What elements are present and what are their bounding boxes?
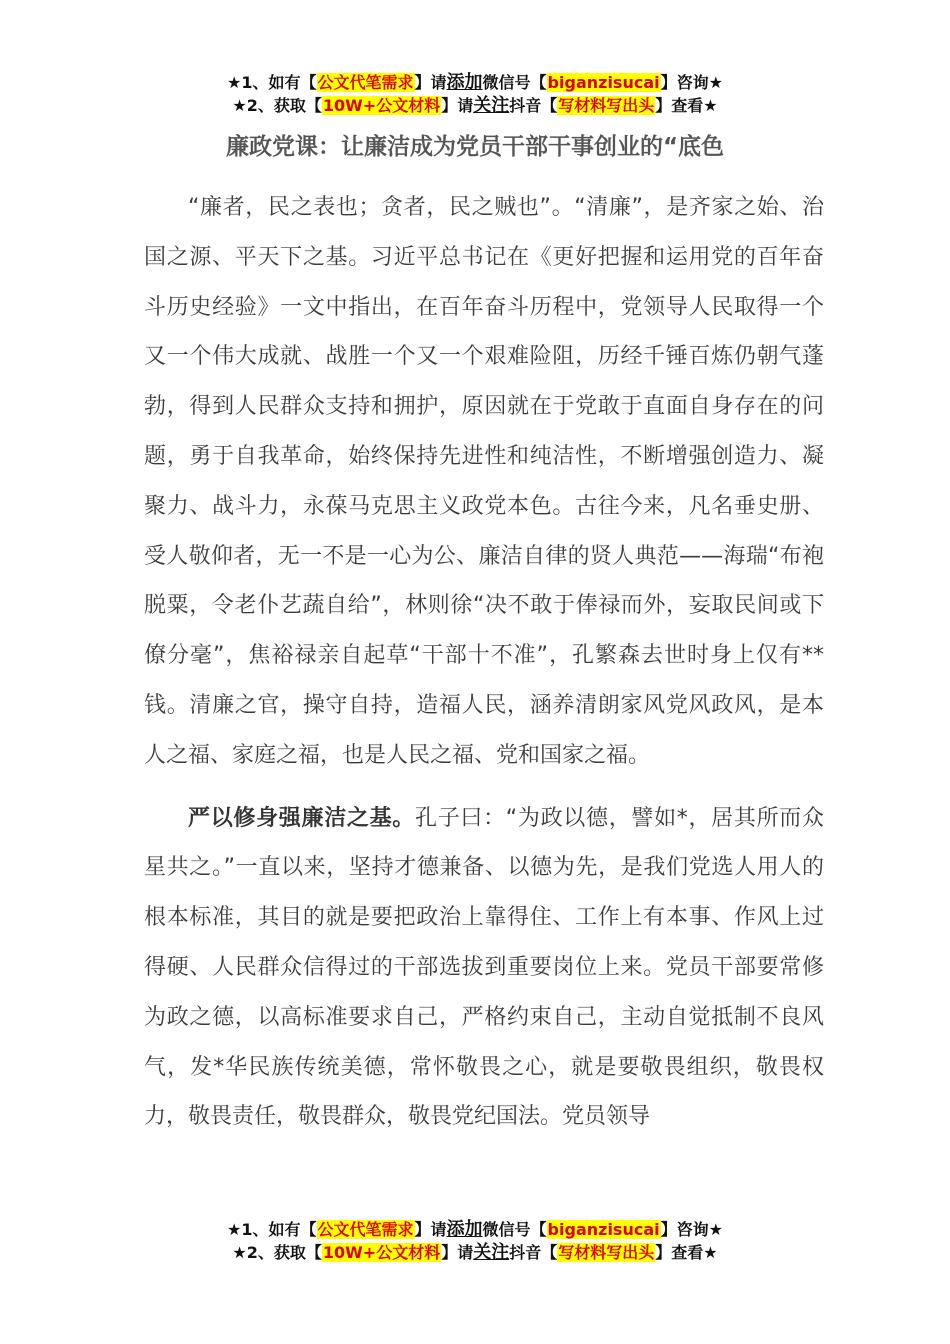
banner-underlined: 关注 [473,95,510,116]
banner-underlined: 添加 [446,1219,483,1240]
banner-highlight: 公文代笔需求 [317,73,414,92]
banner-text: 抖音【 [509,96,558,115]
banner-text: 】请 [414,1220,447,1239]
banner-douyin-id: 写材料写出头 [558,1243,655,1262]
banner-text: 】请 [441,96,474,115]
document-body [144,183,824,1142]
banner-wechat-id: biganzisucai [547,73,660,92]
banner-text: 微信号【 [482,1220,547,1239]
banner-text: 】查看★ [655,1243,718,1262]
banner-line-2 [0,1241,950,1264]
paragraph-text: “廉者，民之表也；贪者，民之贼也”。“清廉”，是齐家之始、治国之源、平天下之基。习近平总书记在《更好把握和运用党的百年奋斗历史经验》一文中指出，在百年奋斗历程中，党领导人民取得一个又一个伟大成就、战胜一个又一个艰难险阻，历经千锤百炼仍朝气蓬勃，得到人民群众支持和拥护，原因就在于党敢于直面自身存在的问题，勇于自我革命，始终保持先进性和纯洁性，不断增强创造力、凝聚力、战斗力，永葆马克思主义政党本色。古往今来，凡名垂史册、受人敬仰者，无一不是一心为公、廉洁自律的贤人典范——海瑞“布袍脱粟，令老仆艺蔬自给”，林则徐“决不敢于俸禄而外，妄取民间或下僚分毫”，焦裕禄亲自起草“干部十不准”，孔繁森去世时身上仅有**钱。清廉之官，操守自持，造福人民，涵养清朗家风党风政风，是本人之福、家庭之福，也是人民之福、党和国家之福。 [144,195,824,768]
banner-highlight: 10W+公文材料 [322,96,441,115]
banner-text: 微信号【 [482,73,547,92]
banner-text: 】请 [414,73,447,92]
banner-highlight: 公文代笔需求 [317,1220,414,1239]
footer-banner [0,1218,950,1264]
banner-text: 】查看★ [655,96,718,115]
banner-highlight: 10W+公文材料 [322,1243,441,1262]
paragraph [144,183,824,781]
banner-text: ★1、如有【 [227,73,317,92]
banner-text: ★2、获取【 [232,96,322,115]
paragraph-text: 孔子曰：“为政以德，譬如*，居其所而众星共之。”一直以来，坚持才德兼备、以德为先，是我们党选人用人的根本标准，其目的就是要把政治上靠得住、工作上有本事、作风上过得硬、人民群众信得过的干部选拔到重要岗位上来。党员干部要常修为政之德，以高标准要求自己，严格约束自己，主动自觉抵制不良风气，发*华民族传统美德，常怀敬畏之心，就是要敬畏组织，敬畏权力，敬畏责任，敬畏群众，敬畏党纪国法。党员领导 [144,805,824,1130]
banner-wechat-id: biganzisucai [547,1220,660,1239]
banner-line-1 [0,1218,950,1241]
document-title: 廉政党课：让廉洁成为党员干部干事创业的“底色 [225,134,725,160]
banner-underlined: 添加 [446,72,483,93]
banner-underlined: 关注 [473,1242,510,1263]
banner-line-2 [0,94,950,117]
banner-douyin-id: 写材料写出头 [558,96,655,115]
header-banner [0,71,950,117]
banner-line-1 [0,71,950,94]
banner-text: ★1、如有【 [227,1220,317,1239]
banner-text: 】请 [441,1243,474,1262]
banner-text: 】咨询★ [660,1220,723,1239]
paragraph-lead: 严以修身强廉洁之基。 [188,805,415,831]
banner-text: 】咨询★ [660,73,723,92]
banner-text: 抖音【 [509,1243,558,1262]
banner-text: ★2、获取【 [232,1243,322,1262]
paragraph [144,794,824,1143]
